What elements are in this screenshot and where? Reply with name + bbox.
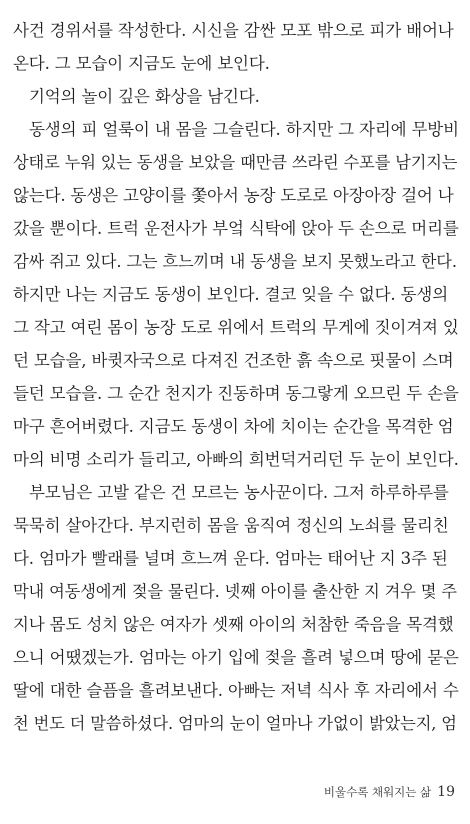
page-footer — [324, 784, 455, 800]
text-line: 갔을 뿐이다. 트럭 운전사가 부엌 식탁에 앉아 두 손으로 머리를 — [13, 219, 459, 238]
text-line: 감싸 쥐고 있다. 그는 흐느끼며 내 동생을 보지 못했노라고 한다. — [13, 252, 457, 271]
running-title: 비울수록 채워지는 삶 — [323, 785, 432, 799]
text-line: 온다. 그 모습이 지금도 눈에 보인다. — [13, 54, 270, 73]
text-line: 으니 어땠겠는가. 엄마는 아기 입에 젖을 흘려 넣으며 땅에 묻은 — [13, 648, 459, 667]
text-line: 동생의 피 얼룩이 내 몸을 그슬린다. 하지만 그 자리에 무방비 — [29, 120, 459, 139]
text-line: 마구 흔어버렸다. 지금도 동생이 차에 치이는 순간을 목격한 엄 — [13, 417, 454, 436]
text-line: 그 작고 여린 몸이 농장 도로 위에서 트럭의 무게에 짓이겨져 있 — [13, 318, 459, 337]
text-line: 상태로 누워 있는 동생을 보았을 때만큼 쓰라린 수포를 남기지는 — [13, 153, 458, 172]
text-line: 지나 몸도 성치 않은 여자가 셋째 아이의 처참한 죽음을 목격했 — [13, 615, 454, 634]
text-line: 하지만 나는 지금도 동생이 보인다. 결코 잊을 수 없다. 동생의 — [13, 285, 448, 304]
text-line: 던 모습을, 바큇자국으로 다져진 건조한 흙 속으로 핏물이 스며 — [13, 351, 454, 370]
text-line: 천 번도 더 말씀하셨다. 엄마의 눈이 얼마나 가없이 밝았는지, 엄 — [13, 714, 457, 733]
text-line: 부모님은 고발 같은 건 모르는 농사꾼이다. 그저 하루하루를 — [29, 483, 449, 502]
text-line: 사건 경위서를 작성한다. 시신을 감싼 모포 밖으로 피가 배어나 — [13, 21, 454, 40]
text-line: 마의 비명 소리가 들리고, 아빠의 희번덕거리던 두 눈이 보인다. — [13, 450, 459, 469]
text-line: 기억의 놀이 깊은 화상을 남긴다. — [29, 87, 260, 106]
text-line: 막내 여동생에게 젖을 물린다. 넷째 아이를 출산한 지 겨우 몇 주 — [13, 582, 457, 601]
text-line: 들던 모습을. 그 순간 천지가 진동하며 동그랗게 오므린 두 손을 — [13, 384, 459, 403]
text-line: 다. 엄마가 빨래를 널며 흐느껴 운다. 엄마는 태어난 지 3주 된 — [13, 549, 448, 568]
text-line: 않는다. 동생은 고양이를 쫓아서 농장 도로로 아장아장 걸어 나 — [13, 186, 454, 205]
text-line: 묵묵히 살아간다. 부지런히 몸을 움직여 정신의 노쇠를 물리친 — [13, 516, 449, 535]
body-text — [13, 14, 459, 740]
page-number: 19 — [437, 784, 455, 800]
text-line: 딸에 대한 슬픔을 흘려보낸다. 아빠는 저녁 식사 후 자리에서 수 — [13, 681, 459, 700]
